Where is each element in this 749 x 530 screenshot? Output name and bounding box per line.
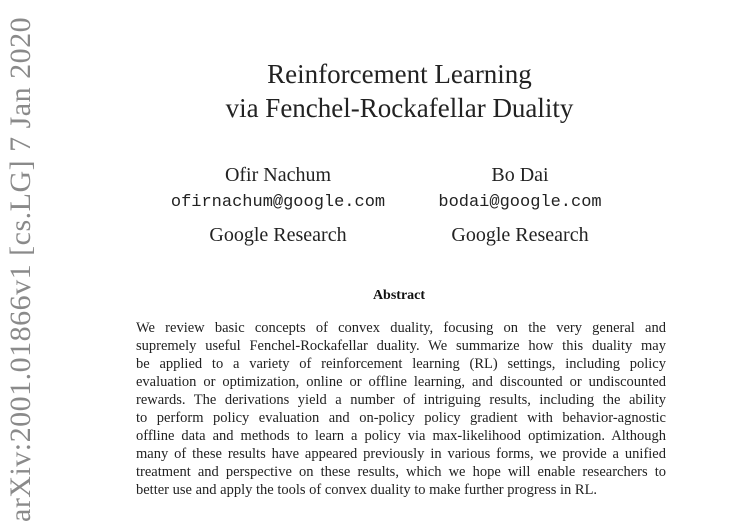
abstract-line: better use and apply the tools of convex duality to make further progress in RL. [136, 482, 598, 498]
abstract-line: be applied to a variety of reinforcement learning (RL) settings, including policy [136, 356, 666, 372]
abstract-heading: Abstract [372, 288, 426, 303]
author-affiliation: Google Research [451, 224, 589, 246]
abstract-line: We review basic concepts of convex duality, focusing on the very general and [136, 320, 666, 336]
abstract-line: evaluation or optimization, online or offline learning, and discounted or undiscounted [136, 374, 666, 390]
author-name: Bo Dai [491, 164, 549, 186]
abstract-line: offline data and methods to learn a policy via max-likelihood optimization. Although [136, 428, 666, 444]
abstract-line: supremely useful Fenchel-Rockafellar duality. We summarize how this duality may [136, 338, 666, 354]
author-email: bodai@google.com [438, 193, 602, 212]
abstract-body [136, 319, 666, 499]
abstract-line: treatment and perspective on these results, which we hope will enable researchers to [136, 464, 666, 480]
author-affiliation: Google Research [209, 224, 347, 246]
paper-title [0, 57, 749, 125]
arxiv-identifier-stamp: arXiv:2001.01866v1 [cs.LG] 7 Jan 2020 [4, 16, 37, 522]
author-email: ofirnachum@google.com [170, 193, 386, 212]
abstract-line: rewards. The derivations yield a number of intriguing results, including the ability [136, 392, 666, 408]
abstract-line: to perform policy evaluation and on-policy policy gradient with behavior-agnostic [136, 410, 666, 426]
abstract-line: many of these results have appeared previously in various forms, we provide a unified [136, 446, 666, 462]
paper-title-line-1: Reinforcement Learning [267, 59, 532, 89]
paper-title-line-2: via Fenchel-Rockafellar Duality [225, 93, 574, 123]
author-name: Ofir Nachum [224, 164, 332, 186]
